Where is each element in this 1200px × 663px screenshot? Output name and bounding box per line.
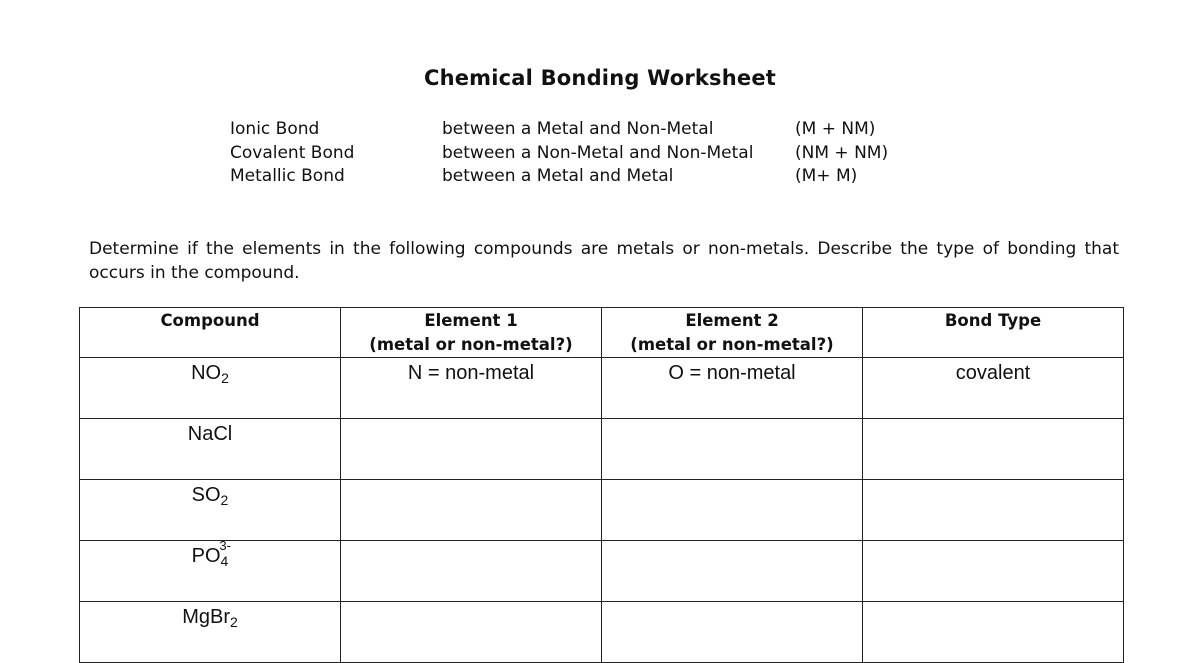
element1-cell[interactable]	[341, 541, 602, 602]
definition-description: between a Metal and Metal	[442, 166, 674, 186]
formula-base: PO	[191, 545, 221, 567]
bond-type-cell[interactable]	[863, 480, 1124, 541]
element1-cell[interactable]	[341, 419, 602, 480]
table-row	[80, 419, 1124, 480]
table-header-row	[80, 308, 1124, 358]
header-element2-sublabel: (metal or non-metal?)	[630, 335, 834, 354]
definition-row-metallic	[0, 166, 1200, 190]
bond-type-cell[interactable]	[863, 419, 1124, 480]
compound-cell	[80, 538, 341, 602]
definition-description: between a Metal and Non-Metal	[442, 119, 714, 139]
compound-cell	[80, 358, 341, 419]
header-element1-sublabel: (metal or non-metal?)	[369, 335, 573, 354]
compound-formula	[191, 538, 231, 569]
table-row	[80, 358, 1124, 419]
formula-base: SO	[191, 484, 221, 506]
element2-cell[interactable]	[602, 419, 863, 480]
formula-subscript: 2	[220, 492, 229, 508]
header-bond-type-label: Bond Type	[944, 311, 1042, 330]
compound-cell	[80, 480, 341, 541]
formula-base: NO	[191, 362, 222, 384]
bond-type-cell[interactable]: covalent	[863, 358, 1124, 419]
definition-abbreviation: (NM + NM)	[795, 143, 889, 163]
instructions-text: Determine if the elements in the following compounds are metals or non-metals. Describe the type of bonding that occurs in the compound.	[89, 239, 1119, 283]
compound-formula	[192, 484, 229, 506]
definition-abbreviation: (M+ M)	[795, 166, 858, 186]
compound-formula	[191, 362, 229, 384]
formula-base: NaCl	[187, 423, 233, 445]
definition-name: Covalent Bond	[230, 143, 355, 163]
element2-cell[interactable]	[602, 480, 863, 541]
definition-row-covalent	[0, 143, 1200, 167]
bond-type-cell[interactable]	[863, 602, 1124, 663]
element1-cell[interactable]	[341, 480, 602, 541]
definition-name: Metallic Bond	[230, 166, 345, 186]
element1-cell[interactable]	[341, 602, 602, 663]
element2-cell[interactable]	[602, 602, 863, 663]
compound-formula	[188, 423, 232, 445]
element1-cell[interactable]: N = non-metal	[341, 358, 602, 419]
table-row	[80, 480, 1124, 541]
bond-type-cell[interactable]	[863, 541, 1124, 602]
header-element1	[341, 308, 602, 358]
definition-abbreviation: (M + NM)	[795, 119, 876, 139]
header-element2-label: Element 2	[685, 311, 779, 330]
bonding-table	[79, 307, 1124, 663]
definition-row-ionic	[0, 119, 1200, 143]
table-row	[80, 541, 1124, 602]
element2-cell[interactable]	[602, 541, 863, 602]
compound-cell	[80, 602, 341, 663]
formula-subscript: 2	[230, 614, 238, 630]
header-element1-label: Element 1	[424, 311, 518, 330]
header-compound	[80, 308, 341, 358]
formula-subscript: 4	[220, 553, 229, 569]
header-bond-type	[863, 308, 1124, 358]
header-element2	[602, 308, 863, 358]
table-row	[80, 602, 1124, 663]
compound-cell	[80, 419, 341, 480]
header-compound-label: Compound	[160, 311, 260, 330]
definition-name: Ionic Bond	[230, 119, 320, 139]
compound-formula	[182, 606, 238, 628]
element2-cell[interactable]: O = non-metal	[602, 358, 863, 419]
formula-base: MgBr	[182, 606, 230, 628]
worksheet-title: Chemical Bonding Worksheet	[423, 66, 777, 90]
definition-description: between a Non-Metal and Non-Metal	[442, 143, 754, 163]
formula-charge: 3-	[219, 538, 231, 553]
formula-subscript: 2	[221, 370, 229, 386]
